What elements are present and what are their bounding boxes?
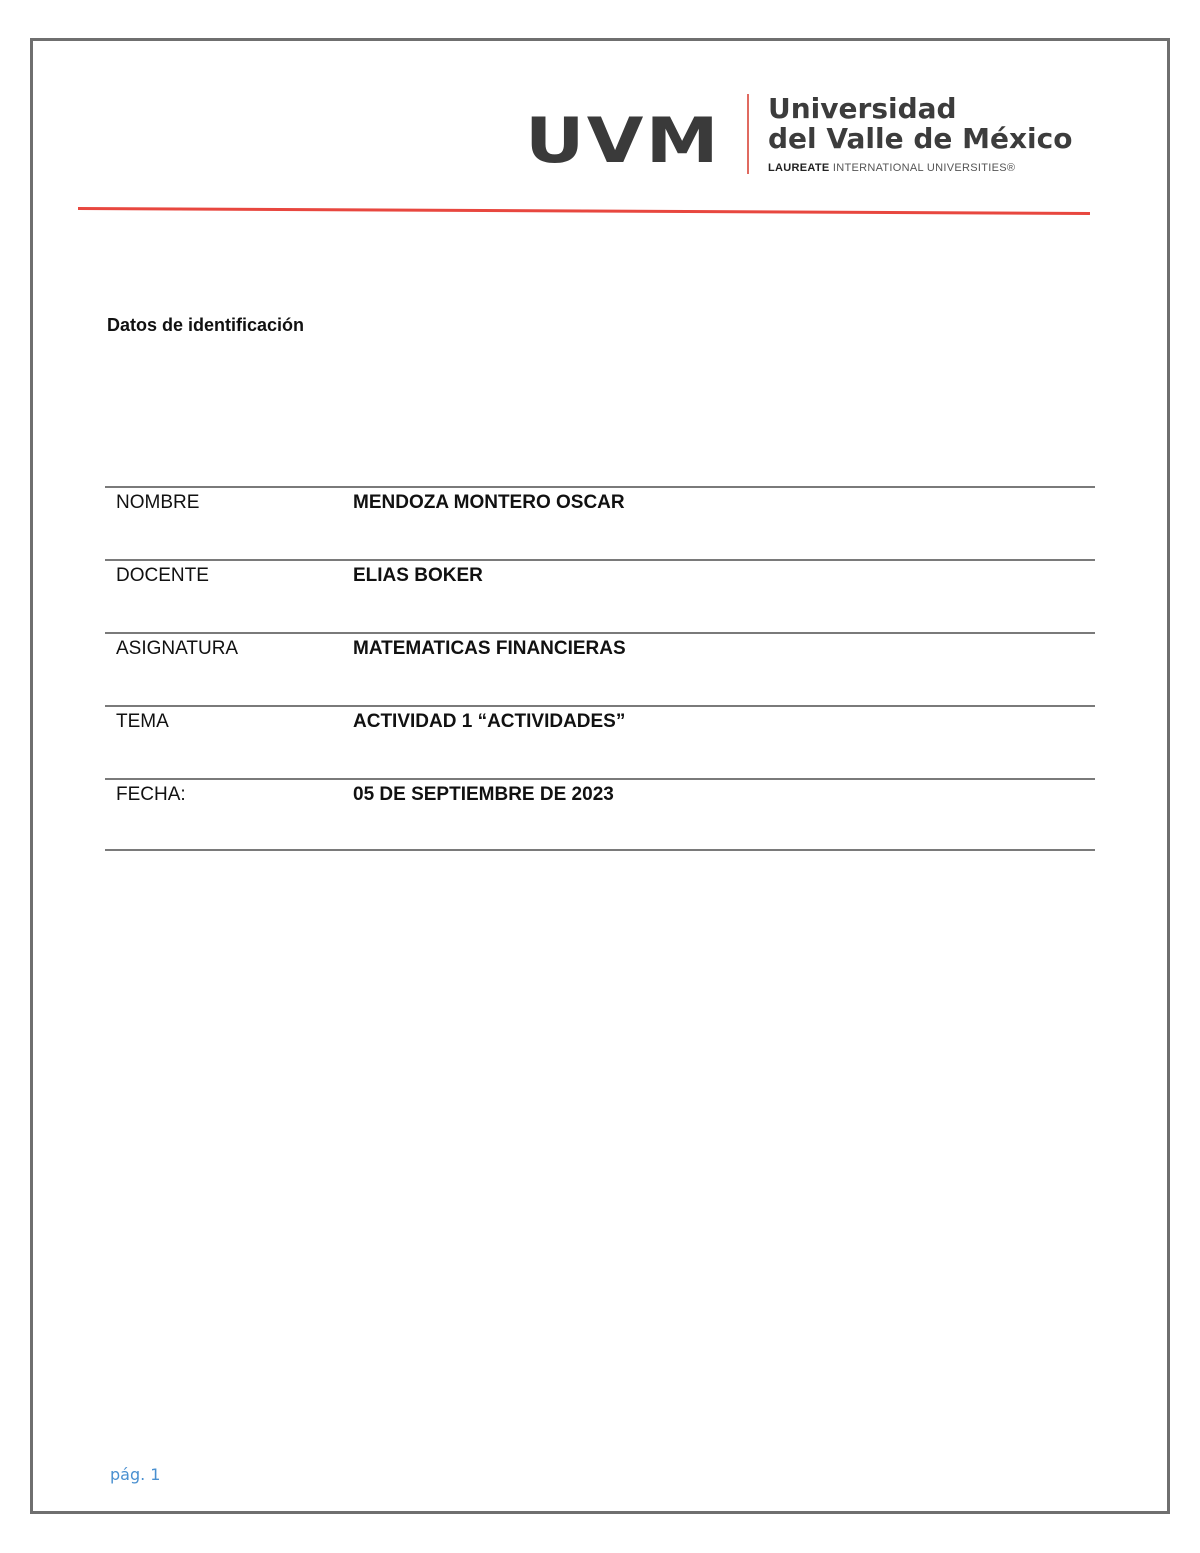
row-label-tema: TEMA: [116, 711, 169, 732]
row-value-asignatura: MATEMATICAS FINANCIERAS: [353, 638, 626, 659]
logo-university-line: Universidad: [768, 92, 957, 125]
table-row: [105, 705, 1095, 778]
logo-network-line: [768, 162, 1072, 175]
logo-mark: UVM: [525, 104, 721, 177]
row-label-docente: DOCENTE: [116, 565, 209, 586]
table-row: [105, 486, 1095, 559]
row-label-nombre: NOMBRE: [116, 492, 200, 513]
row-value-tema: ACTIVIDAD 1 “ACTIVIDADES”: [353, 711, 626, 732]
table-row: [105, 778, 1095, 851]
logo-network-rest: INTERNATIONAL UNIVERSITIES®: [829, 162, 1016, 174]
logo-name-line: del Valle de México: [768, 122, 1073, 155]
row-label-asignatura: ASIGNATURA: [116, 638, 239, 659]
row-value-nombre: MENDOZA MONTERO OSCAR: [353, 492, 625, 513]
identification-table: [105, 486, 1095, 851]
logo-text: [768, 94, 1072, 175]
section-heading: Datos de identificación: [107, 315, 305, 335]
logo-laureate: LAUREATE: [768, 162, 830, 174]
page-number: pág. 1: [110, 1465, 161, 1484]
logo-divider: [747, 94, 749, 174]
row-value-docente: ELIAS BOKER: [353, 565, 483, 586]
table-row: [105, 559, 1095, 632]
uvm-logo: [525, 92, 1073, 182]
table-row: [105, 632, 1095, 705]
row-label-fecha: FECHA:: [116, 784, 186, 805]
row-value-fecha: 05 DE SEPTIEMBRE DE 2023: [353, 784, 614, 805]
